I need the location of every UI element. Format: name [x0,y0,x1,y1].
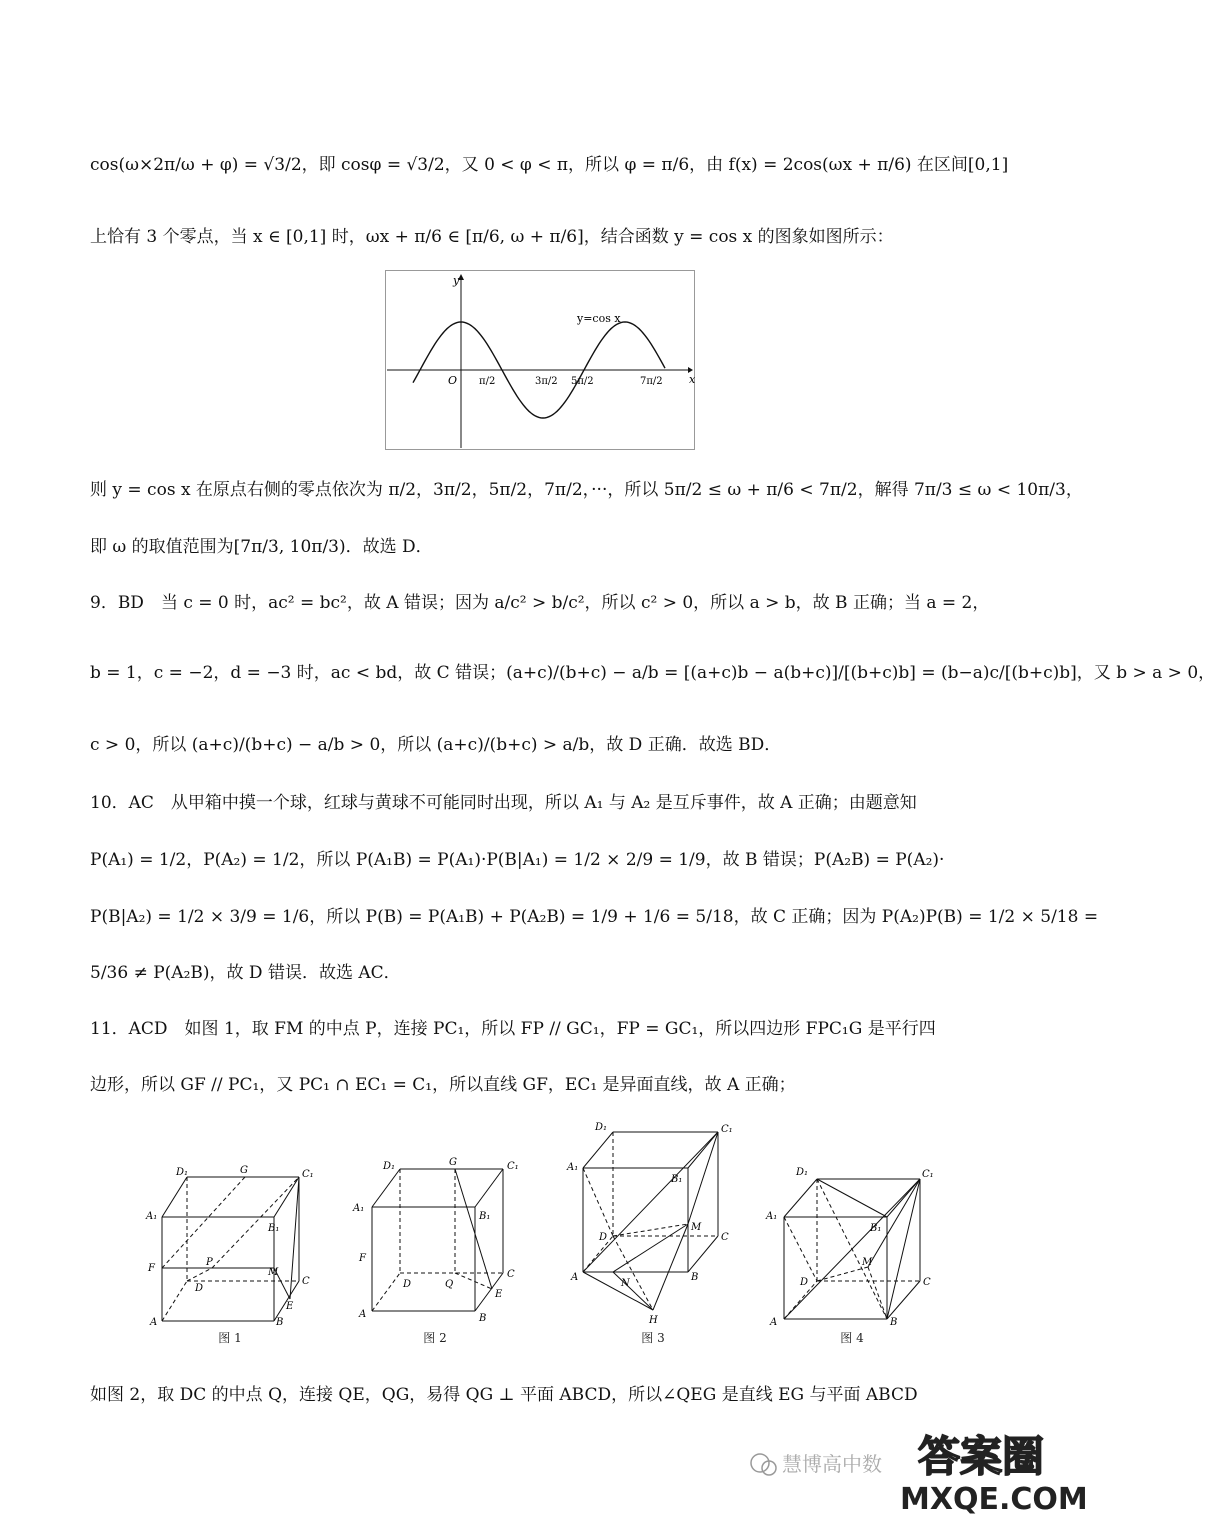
solution-line-8: 10．AC 从甲箱中摸一个球，红球与黄球不可能同时出现，所以 A₁ 与 A₂ 是互斥事件，故 A 正确；由题意知 [90,793,917,813]
figure-caption: 图 2 [423,1331,447,1345]
svg-text:A: A [571,1272,579,1283]
origin-label: O [448,374,458,387]
solution-line-13: 边形，所以 GF // PC₁，又 PC₁ ∩ EC₁ = C₁，所以直线 GF，EC₁ 是异面直线，故 A 正确； [90,1075,796,1095]
svg-text:D: D [195,1283,204,1294]
solution-line-7: c > 0，所以 (a+c)/(b+c) − a/b > 0，所以 (a+c)/(b+c) > a/b，故 D 正确．故选 BD． [90,735,782,755]
svg-text:D: D [403,1279,412,1290]
svg-text:C: C [507,1269,515,1280]
figure-3 [563,1120,743,1355]
y-axis-label: y [453,274,460,287]
svg-text:B: B [276,1317,284,1328]
figure-1 [140,1155,320,1355]
svg-text:N: N [621,1278,630,1289]
svg-text:C₁: C₁ [922,1169,934,1180]
solution-line-14: 如图 2，取 DC 的中点 Q，连接 QE，QG，易得 QG ⊥ 平面 ABCD，所以∠QEG 是直线 EG 与平面 ABCD [90,1385,918,1405]
svg-text:D₁: D₁ [383,1161,396,1172]
svg-text:B₁: B₁ [870,1223,882,1234]
svg-text:C: C [923,1277,931,1288]
tick-label: π/2 [479,376,496,387]
svg-text:H: H [649,1315,658,1326]
watermark-logo: 答案圈 [918,1432,1045,1481]
svg-text:G: G [449,1157,457,1168]
svg-text:B: B [479,1313,487,1324]
solution-line-5: 9．BD 当 c = 0 时，ac² = bc²，故 A 错误；因为 a/c² > b/c²，所以 c² > 0，所以 a > b，故 B 正确；当 a = 2， [90,593,990,613]
svg-text:E: E [495,1289,503,1300]
svg-text:C₁: C₁ [507,1161,519,1172]
svg-text:B: B [691,1272,699,1283]
figure-caption: 图 4 [840,1331,864,1345]
svg-text:B₁: B₁ [268,1223,280,1234]
solution-line-1: cos(ω×2π/ω + φ) = √3/2，即 cosφ = √3/2，又 0 < φ < π，所以 φ = π/6，由 f(x) = 2cos(ωx + π/6) 在区间[0,1] [90,155,1009,175]
svg-text:A: A [359,1309,367,1320]
svg-text:B₁: B₁ [671,1174,683,1185]
figure-4 [762,1155,942,1355]
svg-text:C: C [302,1276,310,1287]
svg-text:A₁: A₁ [146,1211,158,1222]
curve-label: y=cos x [577,312,621,325]
tick-label: 5π/2 [571,376,594,387]
graph-frame [386,271,695,450]
svg-text:F: F [148,1263,155,1274]
svg-text:G: G [240,1165,248,1176]
svg-text:M: M [862,1257,873,1268]
watermark-site: MXQE.COM [900,1482,1088,1517]
svg-text:B₁: B₁ [479,1211,491,1222]
svg-text:C: C [721,1232,729,1243]
solution-line-10: P(B|A₂) = 1/2 × 3/9 = 1/6，所以 P(B) = P(A₁B) + P(A₂B) = 1/9 + 1/6 = 5/18，故 C 正确；因为 P(A₂)P(B) = 1/2 × 5/18 = [90,907,1099,927]
tick-label: 7π/2 [640,376,663,387]
solution-line-12: 11．ACD 如图 1，取 FM 的中点 P，连接 PC₁，所以 FP // GC₁，FP = GC₁，所以四边形 FPC₁G 是平行四 [90,1019,936,1039]
svg-text:P: P [206,1257,213,1268]
cos-graph [385,270,695,450]
svg-text:M: M [691,1222,702,1233]
svg-text:Q: Q [445,1279,454,1290]
svg-text:F: F [359,1253,366,1264]
figure-caption: 图 1 [218,1331,242,1345]
svg-text:A₁: A₁ [353,1203,365,1214]
svg-text:A₁: A₁ [567,1162,579,1173]
watermark-account: 慧博高中数 [782,1452,882,1476]
tick-label: 3π/2 [535,376,558,387]
svg-text:C₁: C₁ [302,1169,314,1180]
svg-text:D: D [599,1232,608,1243]
svg-text:C₁: C₁ [721,1124,733,1135]
solution-line-9: P(A₁) = 1/2，P(A₂) = 1/2，所以 P(A₁B) = P(A₁)·P(B|A₁) = 1/2 × 2/9 = 1/9，故 B 错误；P(A₂B) = P(A₂)· [90,850,945,870]
svg-text:D: D [800,1277,809,1288]
svg-text:D₁: D₁ [176,1167,189,1178]
svg-text:A₁: A₁ [766,1211,778,1222]
svg-text:A: A [770,1317,778,1328]
svg-text:B: B [890,1317,898,1328]
solution-line-2: 上恰有 3 个零点，当 x ∈ [0,1] 时，ωx + π/6 ∈ [π/6, ω + π/6]，结合函数 y = cos x 的图象如图所示： [90,227,894,247]
svg-text:E: E [286,1301,294,1312]
x-axis-label: x [689,373,696,386]
watermark [738,1415,1088,1519]
figure-caption: 图 3 [641,1331,665,1345]
solution-line-11: 5/36 ≠ P(A₂B)，故 D 错误．故选 AC． [90,963,401,983]
svg-text:M: M [268,1267,279,1278]
figure-2 [345,1155,525,1355]
solution-line-4: 即 ω 的取值范围为[7π/3, 10π/3)．故选 D． [90,537,433,557]
wechat-icon [751,1454,769,1472]
solution-line-6: b = 1，c = −2，d = −3 时，ac < bd，故 C 错误；(a+c)/(b+c) − a/b = [(a+c)b − a(b+c)]/[(b+c)b] = (b−a)c/[(b+c)b]，又 b > a > 0， [90,663,1215,683]
svg-text:D₁: D₁ [595,1122,608,1133]
solution-line-3: 则 y = cos x 在原点右侧的零点依次为 π/2，3π/2，5π/2，7π/2，···，所以 5π/2 ≤ ω + π/6 < 7π/2，解得 7π/3 ≤ ω < 10π/3， [90,480,1083,500]
svg-text:A: A [150,1317,158,1328]
svg-text:D₁: D₁ [796,1167,809,1178]
